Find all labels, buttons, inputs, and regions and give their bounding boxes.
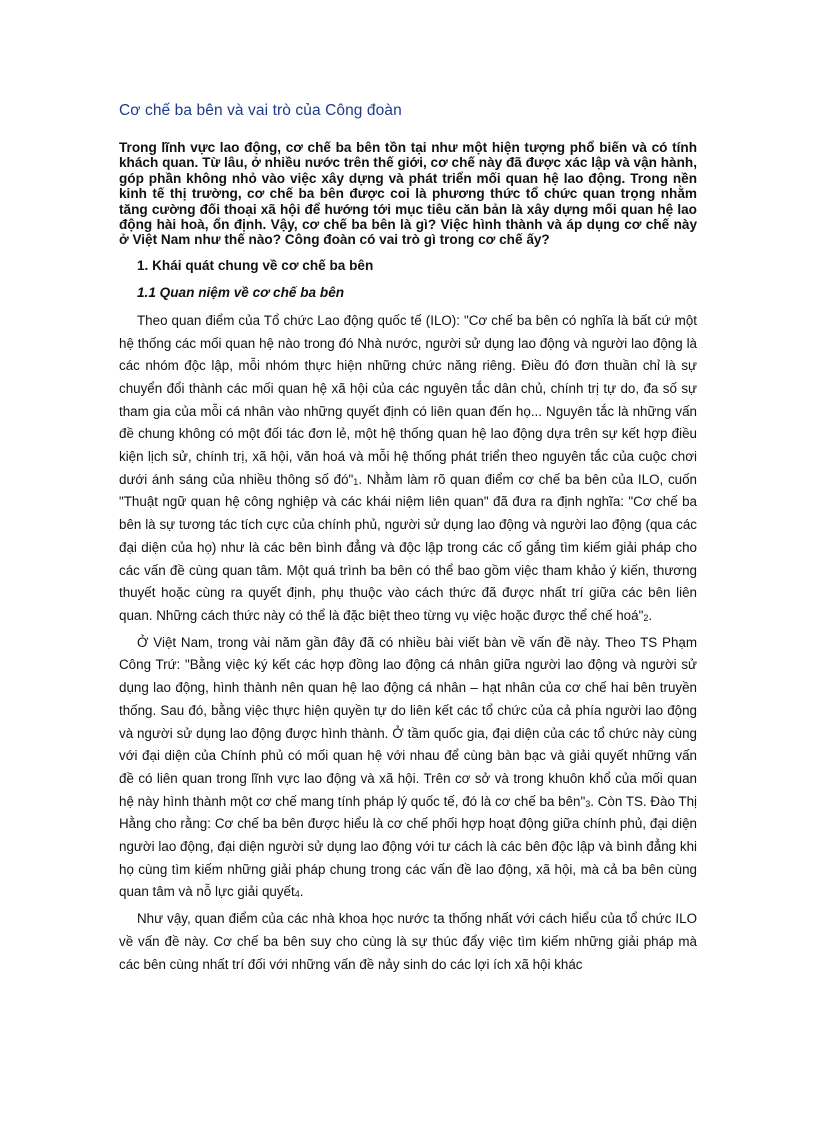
para2-text-b: . Còn TS. Đào Thị Hằng cho rằng: Cơ chế ba bên được hiểu là cơ chế phối hợp hoạt động giữa chính phủ, đại diện người lao động, đại diện người sử dụng lao động với tư cách là các bên độc lập và bình đẳng khi họ cùng tìm kiếm những giải pháp chung trong các vấn đề lao động, xã hội, mà cả ba bên cùng quan tâm và nỗ lực giải quyết xyxy=(119,793,697,900)
para2-text-c: . xyxy=(299,884,304,900)
body-paragraph-2 xyxy=(119,632,697,904)
para1-text-c: . xyxy=(648,607,653,623)
body-paragraph-1 xyxy=(119,310,697,628)
document-page xyxy=(119,102,697,980)
para1-text-a: Theo quan điểm của Tổ chức Lao động quốc tế (ILO): "Cơ chế ba bên có nghĩa là bất cứ một hệ thống các mối quan hệ nào trong đó Nhà nước, người sử dụng lao động và người lao động là các nhóm độc lập, mỗi nhóm thực hiện những chức năng riêng. Điều đó đơn thuần chỉ là sự chuyển đổi thành các mối quan hệ xã hội của các nguyên tắc dân chủ, chính trị tự do, đa số sự tham gia của mỗi cá nhân vào những quyết định có liên quan đến họ... Nguyên tắc là những vấn đề chung không có một đối tác đơn lẻ, một hệ thống quan hệ lao động dựa trên sự kết hợp điều kiện lịch sử, chính trị, xã hội, văn hoá và mỗi hệ thống phát triển theo nguyên tắc của cuộc chơi dưới ánh sáng của nhiều thông số đó" xyxy=(119,312,697,487)
section-heading: 1. Khái quát chung về cơ chế ba bên xyxy=(137,257,374,273)
footnote-ref-4: 4 xyxy=(294,889,300,900)
para1-text-b: . Nhằm làm rõ quan điểm cơ chế ba bên của ILO, cuốn "Thuật ngữ quan hệ công nghiệp và các khái niệm liên quan" đã đưa ra định nghĩa: "Cơ chế ba bên là sự tương tác tích cực của chính phủ, người sử dụng lao động và người lao động (qua các đại diện của họ) như là các bên bình đẳng và độc lập trong các cố gắng tìm kiếm giải pháp cho các vấn đề cùng quan tâm. Một quá trình ba bên có thể bao gồm việc tham khảo ý kiến, thương thuyết hoặc cùng ra quyết định, phụ thuộc vào cách thức đã được nhất trí giữa các bên liên quan. Những cách thức này có thể là đặc biệt theo từng vụ việc hoặc được thể chế hoá" xyxy=(119,471,697,623)
subsection-heading: 1.1 Quan niệm về cơ chế ba bên xyxy=(137,284,345,300)
document-title: Cơ chế ba bên và vai trò của Công đoàn xyxy=(119,102,402,119)
footnote-ref-3: 3 xyxy=(585,798,591,809)
footnote-ref-2: 2 xyxy=(643,612,649,623)
footnote-ref-1: 1 xyxy=(353,476,359,487)
body-paragraph-3: Như vậy, quan điểm của các nhà khoa học nước ta thống nhất với cách hiểu của tổ chức ILO về vấn đề này. Cơ chế ba bên suy cho cùng là sự thúc đẩy việc tìm kiếm những giải pháp mà các bên cùng nhất trí đối với những vấn đề nảy sinh do các lợi ích xã hội khác xyxy=(119,911,697,972)
para2-text-a: Ở Việt Nam, trong vài năm gần đây đã có nhiều bài viết bàn về vấn đề này. Theo TS Phạm Công Trứ: "Bằng việc ký kết các hợp đồng lao động cá nhân giữa người lao động và người sử dụng lao động, hình thành nên quan hệ lao động cá nhân – hạt nhân của cơ chế hai bên truyền thống. Sau đó, bằng việc thực hiện quyền tự do liên kết các tổ chức của cả phía người lao động và người sử dụng lao động được hình thành. Ở tầm quốc gia, đại diện của các tổ chức này cùng với đại diện của Chính phủ có mối quan hệ với nhau để cùng bàn bạc và giải quyết những vấn đề có liên quan trong lĩnh vực lao động và xã hội. Trên cơ sở và trong khuôn khổ của mối quan hệ này hình thành một cơ chế mang tính pháp lý quốc tế, đó là cơ chế ba bên" xyxy=(119,634,697,809)
lead-paragraph: Trong lĩnh vực lao động, cơ chế ba bên tồn tại như một hiện tượng phổ biến và có tính khách quan. Từ lâu, ở nhiều nước trên thế giới, cơ chế này đã được xác lập và vận hành, góp phần không nhỏ vào việc xây dựng và phát triển mối quan hệ lao động. Trong nền kinh tế thị trường, cơ chế ba bên được coi là phương thức tổ chức quan trọng nhằm tăng cường đối thoại xã hội để hướng tới mục tiêu căn bản là xây dựng mối quan hệ lao động hài hoà, ổn định. Vậy, cơ chế ba bên là gì? Việc hình thành và áp dụng cơ chế này ở Việt Nam như thế nào? Công đoàn có vai trò gì trong cơ chế ấy? xyxy=(119,140,697,248)
